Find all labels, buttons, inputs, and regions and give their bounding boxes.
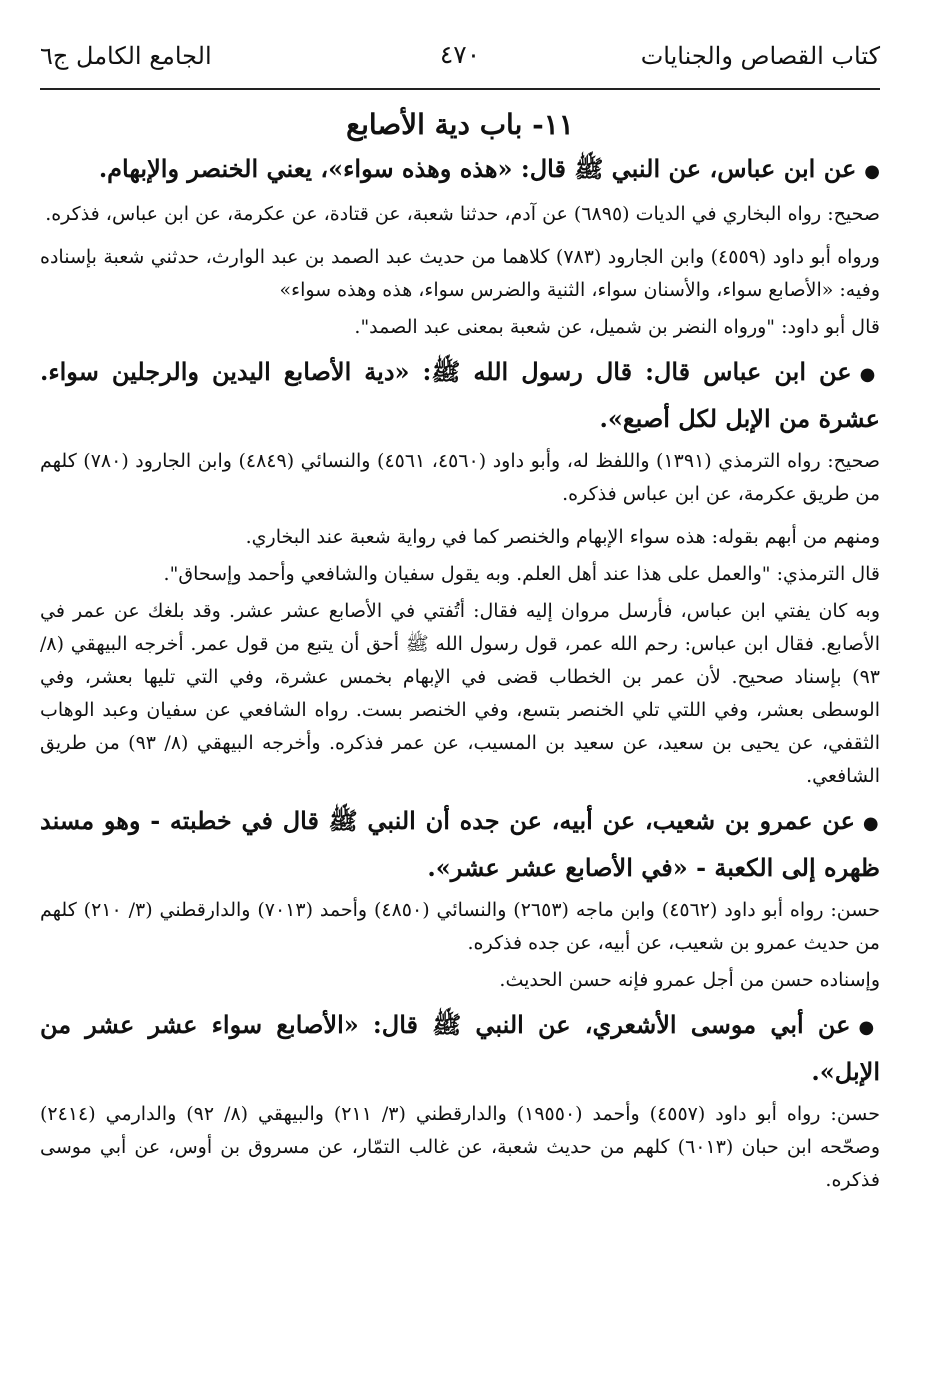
hadith-body: عن ابن عباس، عن النبي ﷺ قال: «هذه وهذه سواء»، يعني الخنصر والإبهام. bbox=[98, 154, 857, 183]
page-number: ٤٧٠ bbox=[439, 40, 481, 69]
commentary-text: حسن: رواه أبو داود (٤٥٦٢) وابن ماجه (٢٦٥٣) والنسائي (٤٨٥٠) وأحمد (٧٠١٣) والدارقطني (٣/ ٢١٠) كلهم من حديث عمرو بن شعيب، عن أبيه، عن جده فذكره. bbox=[40, 899, 880, 954]
volume-label: الجامع الكامل ج٦ bbox=[40, 42, 212, 70]
hadith-text bbox=[40, 799, 880, 890]
commentary-text: ورواه أبو داود (٤٥٥٩) وابن الجارود (٧٨٣) كلاهما من حديث عبد الصمد بن عبد الوارث، حدثني شعبة بإسناده وفيه: «الأصابع سواء، والأسنان سواء، الثنية والضرس سواء، هذه وهذه سواء» bbox=[40, 246, 880, 301]
commentary-text: صحيح: رواه الترمذي (١٣٩١) واللفظ له، وأبو داود (٤٥٦٠، ٤٥٦١) والنسائي (٤٨٤٩) وابن الجارود (٧٨٠) كلهم من طريق عكرمة، عن ابن عباس فذكره. bbox=[40, 450, 880, 505]
commentary-text: وإسناده حسن من أجل عمرو فإنه حسن الحديث. bbox=[499, 969, 880, 991]
commentary-text: حسن: رواه أبو داود (٤٥٥٧) وأحمد (١٩٥٥٠) والدارقطني (٣/ ٢١١) والبيهقي (٨/ ٩٢) والدارمي (٢٤١٤) وصحّحه ابن حبان (٦٠١٣) كلهم من حديث شعبة، عن غالب التمّار، عن مسروق بن أوس، عن أبي موسى فذكره. bbox=[40, 1103, 881, 1191]
book-title: كتاب القصاص والجنايات bbox=[640, 42, 880, 70]
hadith-text bbox=[40, 1003, 880, 1094]
commentary-text: قال الترمذي: "والعمل على هذا عند أهل العلم. وبه يقول سفيان والشافعي وأحمد وإسحاق". bbox=[163, 563, 880, 585]
bullet-icon: ● bbox=[859, 364, 880, 385]
hadith-body: عن عمرو بن شعيب، عن أبيه، عن جده أن النبي ﷺ قال في خطبته - وهو مسند ظهره إلى الكعبة - «في الأصابع عشر عشر». bbox=[40, 806, 880, 882]
commentary-text: قال أبو داود: "ورواه النضر بن شميل، عن شعبة بمعنى عبد الصمد". bbox=[354, 316, 880, 338]
header-rule bbox=[40, 88, 880, 90]
chapter-title: ١١- باب دية الأصابع bbox=[346, 108, 574, 141]
book-page bbox=[40, 30, 880, 1197]
hadith-body: عن ابن عباس قال: قال رسول الله ﷺ: «دية الأصابع اليدين والرجلين سواء. عشرة من الإبل لكل أصبع». bbox=[40, 357, 880, 433]
commentary-text: صحيح: رواه البخاري في الديات (٦٨٩٥) عن آدم، حدثنا شعبة، عن قتادة، عن عكرمة، عن ابن عباس، فذكره. bbox=[45, 203, 880, 225]
bullet-icon: ● bbox=[862, 813, 880, 834]
bullet-icon: ● bbox=[864, 161, 880, 182]
hadith-body: عن أبي موسى الأشعري، عن النبي ﷺ قال: «الأصابع سواء عشر عشر من الإبل». bbox=[40, 1010, 880, 1086]
commentary-text: وبه كان يفتي ابن عباس، فأرسل مروان إليه فقال: أتُفتي في الأصابع عشر عشر. وقد بلغك عن عمر في الأصابع. فقال ابن عباس: رحم الله عمر، قول رسول الله ﷺ أحق أن يتبع من قول عمر. أخرجه البيهقي (٨/ ٩٣) بإسناد صحيح. لأن عمر بن الخطاب قضى في الإبهام بخمس عشرة، وفي التي تليها بعشر، وفي الوسطى بعشر، وفي اللتي تلي الخنصر بتسع، وفي الخنصر بست. رواه الشافعي عن سفيان وعبد الوهاب الثقفي، عن يحيى بن سعيد، عن سعيد بن المسيب، عن عمر فذكره. وأخرجه البيهقي (٨/ ٩٣) من طريق الشافعي. bbox=[40, 600, 881, 787]
bullet-icon: ● bbox=[858, 1017, 880, 1038]
page-header bbox=[40, 30, 880, 86]
hadith-text bbox=[40, 147, 880, 194]
commentary-text: ومنهم من أبهم بقوله: هذه سواء الإبهام والخنصر كما في رواية شعبة عند البخاري. bbox=[245, 526, 880, 548]
hadith-text bbox=[40, 350, 880, 441]
page-content bbox=[40, 147, 880, 1197]
